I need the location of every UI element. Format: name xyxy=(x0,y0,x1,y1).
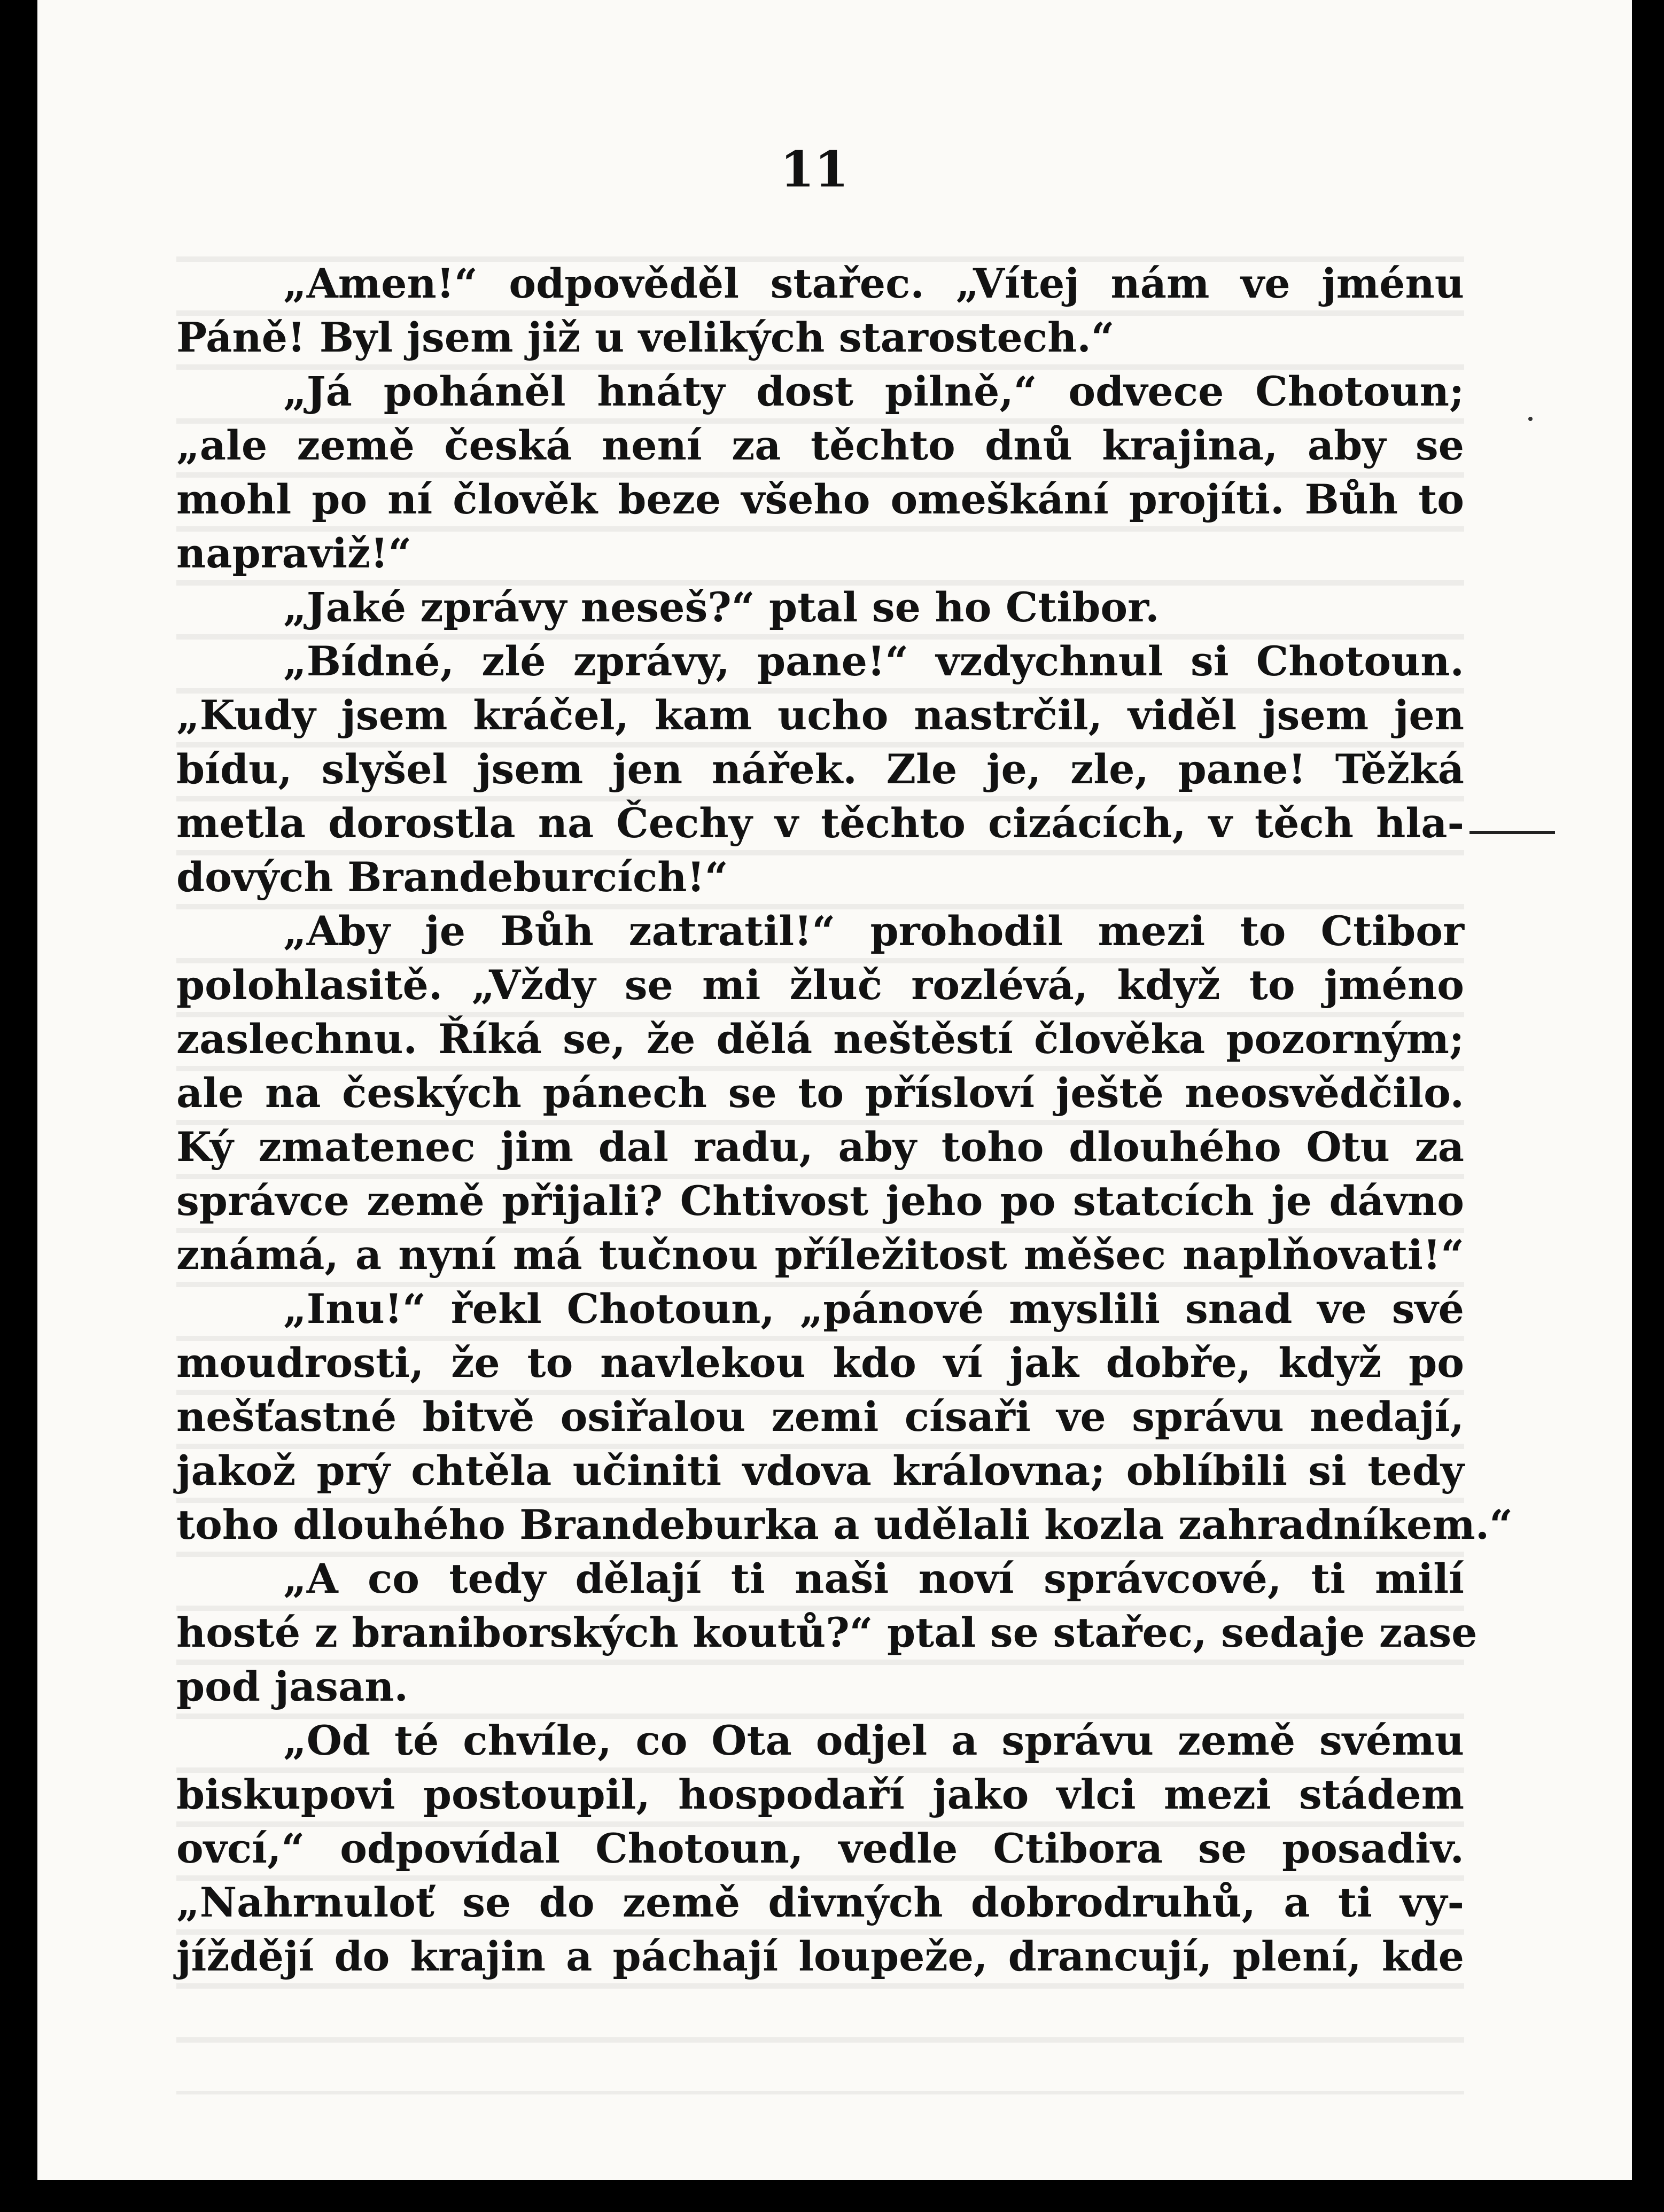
margin-mark xyxy=(1469,831,1555,834)
scan-border-left xyxy=(0,0,37,2212)
text-line: toho dlouhého Brandeburka a udělali kozla zahradníkem.“ xyxy=(176,1501,1513,1548)
text-line: Ký zmatenec jim dal radu, aby toho dlouhého Otu za xyxy=(176,1123,1464,1171)
text-line: „Jaké zprávy neseš?“ ptal se ho Ctibor. xyxy=(283,583,1160,631)
text-line: mohl po ní člověk beze všeho omeškání projíti. Bůh to xyxy=(176,476,1464,523)
scan-border-bottom xyxy=(0,2180,1664,2212)
text-line: metla dorostla na Čechy v těchto cizácích, v těch hla- xyxy=(176,799,1464,847)
book-page xyxy=(37,0,1632,2180)
text-line: „Kudy jsem kráčel, kam ucho nastrčil, viděl jsem jen xyxy=(176,691,1464,739)
text-line: „Amen!“ odpověděl stařec. „Vítej nám ve jménu xyxy=(283,260,1464,307)
text-line: „ale země česká není za těchto dnů krajina, aby se xyxy=(176,422,1464,469)
text-line: „Bídné, zlé zprávy, pane!“ vzdychnul si Chotoun. xyxy=(283,637,1464,685)
text-line: „Inu!“ řekl Chotoun, „pánové myslili snad ve své xyxy=(283,1285,1464,1333)
text-line: Páně! Byl jsem již u velikých starostech.“ xyxy=(176,314,1115,361)
text-line: „A co tedy dělají ti naši noví správcové, ti milí xyxy=(283,1555,1464,1602)
text-line: pod jasan. xyxy=(176,1663,408,1710)
text-line: „Já poháněl hnáty dost pilně,“ odvece Chotoun; xyxy=(283,368,1464,415)
text-line: známá, a nyní má tučnou příležitost měšec naplňovati!“ xyxy=(176,1231,1464,1279)
body-text xyxy=(176,256,1513,1983)
text-line: ovcí,“ odpovídal Chotoun, vedle Ctibora se posadiv. xyxy=(176,1825,1464,1872)
text-line: moudrosti, že to navlekou kdo ví jak dobře, když po xyxy=(176,1339,1464,1387)
text-line: „Nahrnuloť se do země divných dobrodruhů, a ti vy- xyxy=(176,1879,1464,1926)
text-line: ale na českých pánech se to přísloví ještě neosvědčilo. xyxy=(176,1069,1464,1117)
text-line: „Od té chvíle, co Ota odjel a správu země svému xyxy=(283,1717,1464,1764)
text-line: napraviž!“ xyxy=(176,529,412,577)
margin-speck xyxy=(1528,417,1533,421)
text-line: bídu, slyšel jsem jen nářek. Zle je, zle, pane! Těžká xyxy=(176,745,1464,793)
text-line: dových Brandeburcích!“ xyxy=(176,853,728,901)
text-line: nešťastné bitvě osiřalou zemi císaři ve správu nedají, xyxy=(176,1393,1464,1440)
text-line: zaslechnu. Říká se, že dělá neštěstí člověka pozorným; xyxy=(176,1015,1464,1063)
scan-border-right xyxy=(1632,0,1664,2212)
text-line: biskupovi postoupil, hospodaří jako vlci mezi stádem xyxy=(176,1771,1464,1818)
text-line: jakož prý chtěla učiniti vdova královna; oblíbili si tedy xyxy=(176,1447,1464,1494)
page-number: 11 xyxy=(780,141,849,198)
text-line: polohlasitě. „Vždy se mi žluč rozlévá, když to jméno xyxy=(176,961,1464,1009)
text-line: hosté z braniborských koutů?“ ptal se stařec, sedaje zase xyxy=(176,1609,1478,1656)
text-line: správce země přijali? Chtivost jeho po statcích je dávno xyxy=(176,1177,1464,1225)
text-line: jíždějí do krajin a páchají loupeže, drancují, plení, kde xyxy=(176,1933,1464,1980)
text-line: „Aby je Bůh zatratil!“ prohodil mezi to Ctibor xyxy=(283,907,1464,955)
